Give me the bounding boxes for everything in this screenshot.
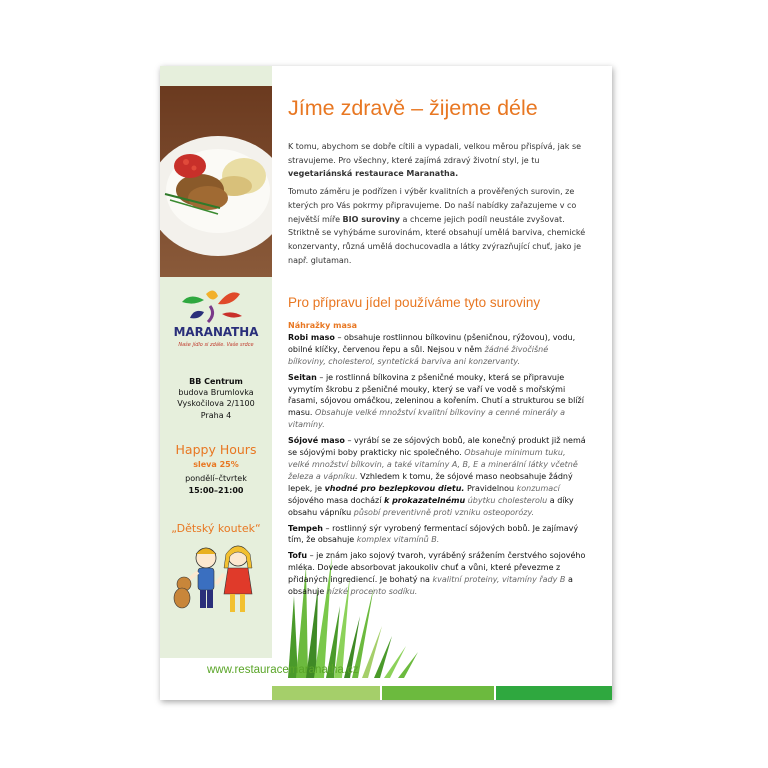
intro-p1-text: K tomu, abychom se dobře cítili a vypadali, velkou měrou přispívá, jak se stravujeme. Pro všechny, které zajímá zdravý životní styl, je tu bbox=[288, 142, 582, 165]
entry-tofu-italic-2: nízké procento sodíku. bbox=[326, 587, 418, 597]
footer-bar-dark bbox=[496, 686, 612, 700]
happy-hours-days: pondělí–čtvrtek bbox=[185, 474, 247, 483]
entry-soy-italic-1: Obsahuje minimum tuku, velké množství bílkovin, a také vitamíny A, B, E a minerální látky včetně železa a vápníku. bbox=[288, 448, 578, 481]
intro-p2-bold: BIO suroviny bbox=[342, 214, 400, 224]
entry-seitan-name: Seitan bbox=[288, 372, 317, 382]
footer-color-bars bbox=[160, 686, 612, 700]
address-block bbox=[160, 376, 272, 421]
entry-robi-name: Robi maso bbox=[288, 332, 335, 342]
kids-illustration bbox=[160, 538, 272, 658]
entry-tempeh-name: Tempeh bbox=[288, 523, 324, 533]
entry-soy-italic-2: konzumací bbox=[516, 483, 560, 493]
entry-tofu bbox=[288, 550, 588, 598]
entry-tempeh bbox=[288, 523, 588, 547]
intro-p2-text-a: Tomuto záměru je podřízen i výběr kvalitních a prověřených surovin, ze kterých pro Vás pokrmy připravujeme. Do naší nabídky zařazujeme v co největší míře bbox=[288, 187, 577, 224]
entry-soy-text-5: a díky obsahu vápníku bbox=[288, 495, 574, 517]
entry-robi-text: – obsahuje rostlinnou bílkovinu (pšeničnou, rýžovou), vodu, obilné klíčky, červenou řepu a sůl. Nejsou v něm bbox=[288, 332, 576, 354]
entry-tempeh-italic: komplex vitamínů B. bbox=[356, 535, 440, 545]
page-title: Jíme zdravě – žijeme déle bbox=[288, 96, 538, 120]
subheading-meat-substitutes: Náhražky masa bbox=[288, 321, 358, 330]
entry-soy-italic-3: úbytku cholesterolu bbox=[465, 495, 548, 505]
address-line-2: budova Brumlovka bbox=[178, 388, 254, 398]
address-line-4: Praha 4 bbox=[200, 410, 232, 420]
intro-text bbox=[288, 140, 588, 271]
intro-paragraph-1 bbox=[288, 140, 588, 181]
entry-soy-bold-italic-2: k prokazatelnému bbox=[383, 495, 466, 505]
section-title: Pro přípravu jídel používáme tyto suroviny bbox=[288, 295, 541, 310]
sidebar bbox=[160, 66, 272, 658]
intro-paragraph-2 bbox=[288, 185, 588, 267]
happy-hours-discount: sleva 25% bbox=[193, 460, 239, 469]
happy-hours-title: Happy Hours bbox=[175, 442, 257, 457]
entry-soy-text-4: sójového masa dochází bbox=[288, 495, 384, 505]
entry-soy-name: Sójové maso bbox=[288, 436, 345, 446]
entry-tofu-name: Tofu bbox=[288, 551, 308, 561]
entry-tempeh-text: – rostlinný sýr vyrobený fermentací sójových bobů. Je zajímavý tím, že obsahuje bbox=[288, 523, 579, 545]
flyer-page bbox=[160, 66, 612, 700]
entry-seitan-text: – je rostlinná bílkovina z pšeničné mouky, která se připravuje vymytím škrobu z pšeničné mouky, který se vaří ve vodě s mořskými řasami, sójovou omáčkou, zeleninou a kořením. Chutí a strukturou se blíží masu. bbox=[288, 372, 584, 418]
happy-hours-time: 15:00–21:00 bbox=[188, 486, 244, 495]
food-photo bbox=[160, 86, 272, 277]
ingredients-body bbox=[288, 320, 588, 602]
website-link[interactable]: www.restauracemaranatha.cz bbox=[207, 664, 359, 676]
kids-corner-label: „Dětský koutek“ bbox=[171, 522, 261, 535]
entry-soy-italic-4: působí preventivně proti vzniku osteoporózy. bbox=[353, 507, 535, 517]
entry-soy-text-1: – vyrábí se ze sójových bobů, ale konečný produkt již nemá se sójovými boby prakticky nic společného. bbox=[288, 436, 586, 458]
entry-robi-italic: žádné živočišné bílkoviny, cholesterol, syntetická barviva ani konzervanty. bbox=[288, 344, 549, 366]
intro-p1-bold: vegetariánská restaurace Maranatha. bbox=[288, 169, 459, 179]
entry-soy bbox=[288, 435, 588, 518]
entry-robi bbox=[288, 332, 588, 368]
intro-p2-text-b: a chceme jejich podíl neustále zvyšovat. Striktně se vyhýbáme surovinám, které obsahují umělá barviva, chemické konzervanty, různá umělá dochucovadla a látky zvýrazňující chuť, jako je např. glutaman. bbox=[288, 214, 586, 265]
address-line-1: BB Centrum bbox=[189, 377, 243, 386]
footer-bar-light bbox=[272, 686, 380, 700]
entry-tofu-text-2: a obsahuje bbox=[288, 575, 573, 597]
entry-seitan-italic: Obsahuje velké množství kvalitní bílkoviny a cenné minerály a vitamíny. bbox=[288, 408, 566, 430]
entry-soy-text-3: Pravidelnou bbox=[464, 483, 517, 493]
entry-tofu-italic-1: kvalitní proteiny, vitamíny řady B bbox=[432, 575, 566, 585]
entry-seitan bbox=[288, 372, 588, 432]
logo-slogan: Naše jídlo si zdále. Vaše srdce bbox=[178, 342, 254, 348]
logo-wordmark: MARANATHA bbox=[173, 324, 259, 339]
entry-tofu-text-1: – je znám jako sojový tvaroh, vyráběný srážením čerstvého sojového mléka. Dovede absorbovat jakoukoliv chuť a vůni, které převezme z přidaných ingrediencí. Je bohatý na bbox=[288, 551, 586, 585]
entry-soy-bold-italic-1: vhodné pro bezlepkovou dietu. bbox=[324, 483, 465, 493]
address-line-3: Vyskočilova 2/1100 bbox=[177, 399, 255, 409]
footer-bar-mid bbox=[382, 686, 494, 700]
entry-soy-text-2: Vzhledem k tomu, že sójové maso neobsahuje žádný lepek, je bbox=[288, 471, 573, 493]
